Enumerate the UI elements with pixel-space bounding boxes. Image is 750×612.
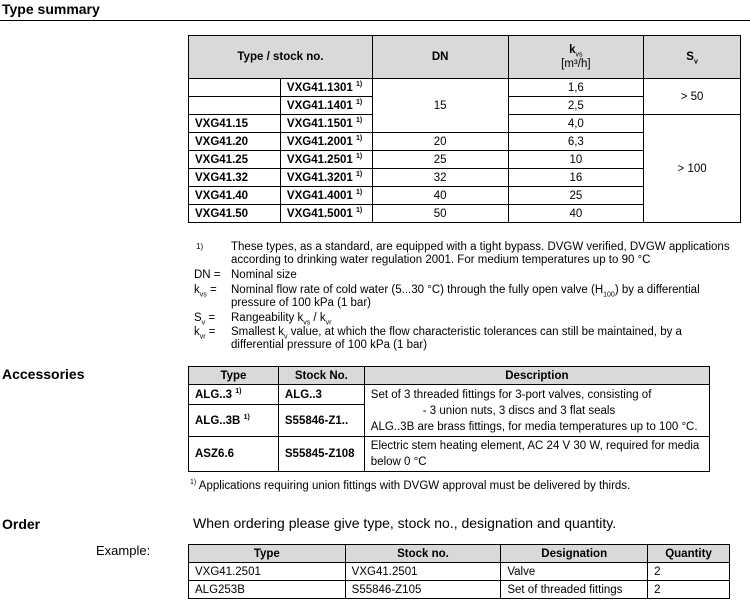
dn-text: Nominal size — [231, 269, 297, 281]
kvs-cell: 6,3 — [508, 133, 644, 151]
sv-text: Rangeability $k_{vs} / k_{vr}$ — [231, 312, 332, 327]
kvs-cell: 10 — [508, 151, 644, 169]
order-header-type: Type — [189, 545, 346, 563]
acc-stock-cell: ALG..3 — [278, 385, 364, 405]
acc-stock-cell: S55846-Z1.. — [278, 405, 364, 437]
table-row: ALG..3 $^{1)}$ — [189, 385, 279, 405]
example-label: Example: — [96, 543, 151, 558]
order-quantity-cell: 2 — [648, 581, 730, 599]
acc-header-stock: Stock No. — [278, 367, 364, 385]
type-summary-heading: Type summary — [2, 1, 100, 17]
table-row: VXG41.15 — [189, 115, 281, 133]
sv-label: $S_v$ = — [194, 312, 216, 327]
dn-cell: 20 — [372, 133, 508, 151]
stock-cell: VXG41.4001 $^{1)}$ — [280, 187, 372, 205]
footnote-mark: 1) — [196, 242, 204, 251]
accessories-heading: Accessories — [2, 366, 85, 382]
header-dn: DN — [372, 36, 508, 79]
dn-merged: 15 — [372, 79, 508, 133]
accessories-table — [188, 366, 710, 472]
heading-rule — [0, 20, 750, 21]
table-row: VXG41.32 — [189, 169, 281, 187]
footnote-1: These types, as a standard, are equipped with a tight bypass. DVGW verified, DVGW applications according to drinking water regulation 2001. For medium temperatures up to 90 °C — [231, 241, 730, 266]
order-designation-cell: Valve — [501, 563, 648, 581]
stock-cell: VXG41.1301 $^{1)}$ — [280, 79, 372, 97]
order-header-stock: Stock no. — [345, 545, 501, 563]
type-summary-table — [188, 35, 741, 223]
kvs-cell: 4,0 — [508, 115, 644, 133]
table-row: VXG41.50 — [189, 205, 281, 223]
acc-desc-fittings: Set of 3 threaded fittings for 3-port valves, consisting of - 3 union nuts, 3 discs and 3 flat seals ALG..3B are brass fittings, for media temperatures up to 100 °C. — [364, 385, 709, 437]
order-stock-cell: VXG41.2501 — [345, 563, 501, 581]
table-row: ALG..3B $^{1)}$ — [189, 405, 279, 437]
header-type: Type / stock no. — [189, 36, 373, 79]
stock-cell: VXG41.2001 $^{1)}$ — [280, 133, 372, 151]
order-heading: Order — [2, 516, 41, 532]
kvs-label: $k_{vs}$ = — [194, 284, 217, 299]
order-table — [188, 544, 730, 599]
order-stock-cell: S55846-Z105 — [345, 581, 501, 599]
stock-cell: VXG41.2501 $^{1)}$ — [280, 151, 372, 169]
table-row — [189, 79, 281, 97]
order-designation-cell: Set of threaded fittings — [501, 581, 648, 599]
kvs-cell: 1,6 — [508, 79, 644, 97]
table-row: VXG41.40 — [189, 187, 281, 205]
stock-cell: VXG41.5001 $^{1)}$ — [280, 205, 372, 223]
table-row: ALG253B — [189, 581, 346, 599]
table-row: ASZ6.6 — [189, 437, 279, 472]
acc-desc-heating: Electric stem heating element, AC 24 V 30 W, required for media below 0 °C — [364, 437, 709, 472]
header-sv: $S_v$ — [644, 36, 741, 79]
kvs-cell: 40 — [508, 205, 644, 223]
sv-group1: > 50 — [644, 79, 741, 115]
table-row: VXG41.25 — [189, 151, 281, 169]
dn-cell: 40 — [372, 187, 508, 205]
dn-label: DN = — [194, 269, 221, 281]
acc-header-desc: Description — [364, 367, 709, 385]
acc-header-type: Type — [189, 367, 279, 385]
dn-cell: 25 — [372, 151, 508, 169]
kvr-label: $k_{vr}$ = — [194, 326, 216, 341]
sv-group2: > 100 — [644, 115, 741, 223]
kvs-cell: 25 — [508, 187, 644, 205]
header-kvs: $k_{vs}$ [m³/h] — [508, 36, 644, 79]
kvs-cell: 2,5 — [508, 97, 644, 115]
kvs-text: Nominal flow rate of cold water (5...30 °C) through the fully open valve $(H_{100})$ by a differential pressure of 100 kPa (1 bar) — [231, 284, 700, 309]
table-row: VXG41.2501 — [189, 563, 346, 581]
accessories-footnote: $^{1)}$ Applications requiring union fittings with DVGW approval must be delivered by thirds. — [190, 479, 631, 492]
stock-cell: VXG41.3201 $^{1)}$ — [280, 169, 372, 187]
order-quantity-cell: 2 — [648, 563, 730, 581]
stock-cell: VXG41.1501 $^{1)}$ — [280, 115, 372, 133]
table-row: VXG41.20 — [189, 133, 281, 151]
stock-cell: VXG41.1401 $^{1)}$ — [280, 97, 372, 115]
table-row — [189, 97, 281, 115]
order-header-quantity: Quantity — [648, 545, 730, 563]
order-instruction: When ordering please give type, stock no., designation and quantity. — [193, 515, 617, 531]
dn-cell: 32 — [372, 169, 508, 187]
kvr-text: Smallest $k_v$ value, at which the flow characteristic tolerances can still be maintained, by a differential pressure of 100 kPa (1 bar) — [231, 326, 682, 351]
kvs-cell: 16 — [508, 169, 644, 187]
dn-cell: 50 — [372, 205, 508, 223]
order-header-designation: Designation — [501, 545, 648, 563]
acc-stock-cell: S55845-Z108 — [278, 437, 364, 472]
